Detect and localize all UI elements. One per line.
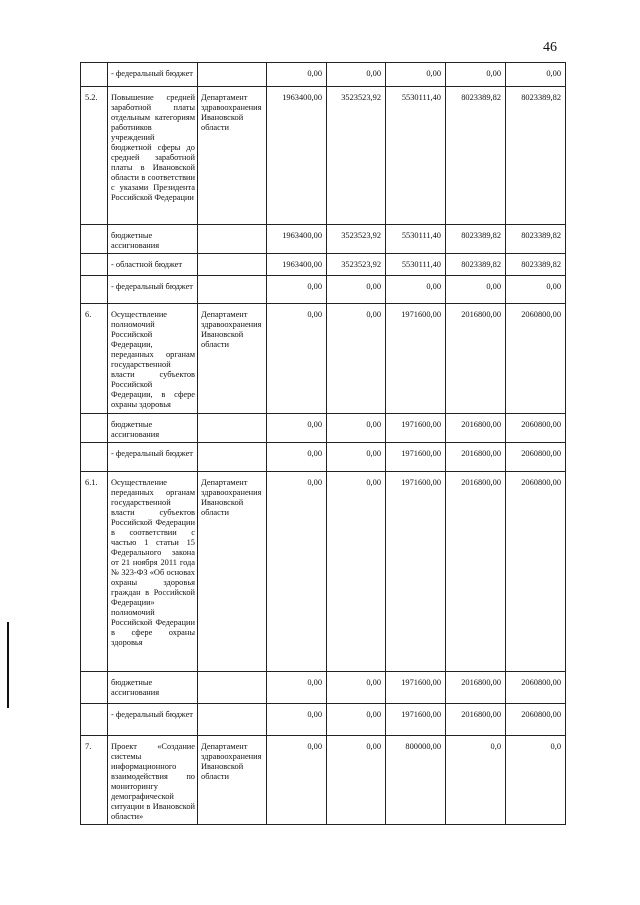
table-row <box>81 443 566 472</box>
value-cell: 2016800,00 <box>446 414 506 443</box>
value-cell: 1971600,00 <box>386 443 446 472</box>
row-name: - федеральный бюджет <box>108 704 198 736</box>
row-index <box>81 63 108 87</box>
value-cell: 2060800,00 <box>506 414 566 443</box>
value-cell: 0,00 <box>446 63 506 87</box>
row-name: Осуществление полномочий Российской Федерации, переданных органам государственной власти субъектов Российской Федерации, в сфере охраны здоровья <box>108 304 198 414</box>
value-cell: 3523523,92 <box>327 254 386 276</box>
row-index <box>81 276 108 304</box>
value-cell: 2016800,00 <box>446 443 506 472</box>
value-cell: 0,00 <box>327 304 386 414</box>
row-name: бюджетные ассигнования <box>108 672 198 704</box>
row-department <box>198 254 267 276</box>
value-cell: 2016800,00 <box>446 672 506 704</box>
value-cell: 1971600,00 <box>386 704 446 736</box>
value-cell: 2016800,00 <box>446 704 506 736</box>
row-department <box>198 63 267 87</box>
row-name: - федеральный бюджет <box>108 63 198 87</box>
value-cell: 1971600,00 <box>386 304 446 414</box>
value-cell: 0,00 <box>267 276 327 304</box>
table-row <box>81 472 566 672</box>
row-name: - областной бюджет <box>108 254 198 276</box>
value-cell: 0,00 <box>327 472 386 672</box>
value-cell: 8023389,82 <box>506 87 566 225</box>
row-index <box>81 672 108 704</box>
value-cell: 2060800,00 <box>506 443 566 472</box>
row-index: 7. <box>81 736 108 825</box>
value-cell: 5530111,40 <box>386 87 446 225</box>
value-cell: 1963400,00 <box>267 87 327 225</box>
value-cell: 1963400,00 <box>267 254 327 276</box>
value-cell: 0,00 <box>506 63 566 87</box>
table-row <box>81 304 566 414</box>
table-row <box>81 704 566 736</box>
row-index <box>81 443 108 472</box>
row-department <box>198 704 267 736</box>
row-index <box>81 254 108 276</box>
row-name: Повышение средней заработной платы отдельным категориям работников учреждений бюджетной сферы до средней заработной платы в Ивановской области в соответствии с указами Президента Российской Федерации <box>108 87 198 225</box>
row-name: Проект «Создание системы информационного взаимодействия по мониторингу демографической ситуации в Ивановской области» <box>108 736 198 825</box>
value-cell: 0,0 <box>506 736 566 825</box>
value-cell: 3523523,92 <box>327 87 386 225</box>
row-name: - федеральный бюджет <box>108 443 198 472</box>
value-cell: 2060800,00 <box>506 472 566 672</box>
budget-table <box>80 62 566 825</box>
value-cell: 0,0 <box>446 736 506 825</box>
table-row <box>81 87 566 225</box>
value-cell: 0,00 <box>446 276 506 304</box>
value-cell: 0,00 <box>267 672 327 704</box>
table-row <box>81 225 566 254</box>
table-row <box>81 254 566 276</box>
value-cell: 8023389,82 <box>446 225 506 254</box>
row-index: 6. <box>81 304 108 414</box>
table-row <box>81 276 566 304</box>
margin-binding-line <box>7 622 9 708</box>
row-department: Департамент здравоохранения Ивановской области <box>198 736 267 825</box>
value-cell: 0,00 <box>267 472 327 672</box>
value-cell: 0,00 <box>327 736 386 825</box>
value-cell: 1963400,00 <box>267 225 327 254</box>
value-cell: 8023389,82 <box>446 254 506 276</box>
value-cell: 0,00 <box>327 276 386 304</box>
row-index: 5.2. <box>81 87 108 225</box>
row-department: Департамент здравоохранения Ивановской области <box>198 472 267 672</box>
value-cell: 2016800,00 <box>446 472 506 672</box>
value-cell: 0,00 <box>327 704 386 736</box>
table-row <box>81 414 566 443</box>
value-cell: 0,00 <box>267 304 327 414</box>
row-department <box>198 414 267 443</box>
value-cell: 1971600,00 <box>386 472 446 672</box>
row-department <box>198 672 267 704</box>
value-cell: 0,00 <box>327 443 386 472</box>
row-department <box>198 443 267 472</box>
table-row <box>81 736 566 825</box>
row-department <box>198 225 267 254</box>
value-cell: 800000,00 <box>386 736 446 825</box>
value-cell: 2060800,00 <box>506 672 566 704</box>
value-cell: 8023389,82 <box>446 87 506 225</box>
value-cell: 1971600,00 <box>386 414 446 443</box>
value-cell: 5530111,40 <box>386 254 446 276</box>
row-department: Департамент здравоохранения Ивановской области <box>198 304 267 414</box>
row-name: Осуществление переданных органам государственной власти субъектов Российской Федерации в соответствии с частью 1 статьи 15 Федерального закона от 21 ноября 2011 года № 323-ФЗ «Об основах охраны здоровья граждан в Российской Федерации» полномочий Российской Федерации в сфере охраны здоровья <box>108 472 198 672</box>
page-number: 46 <box>543 40 557 55</box>
value-cell: 2060800,00 <box>506 704 566 736</box>
row-department: Департамент здравоохранения Ивановской области <box>198 87 267 225</box>
value-cell: 0,00 <box>267 414 327 443</box>
row-index: 6.1. <box>81 472 108 672</box>
value-cell: 0,00 <box>327 672 386 704</box>
value-cell: 5530111,40 <box>386 225 446 254</box>
value-cell: 3523523,92 <box>327 225 386 254</box>
value-cell: 2060800,00 <box>506 304 566 414</box>
value-cell: 8023389,82 <box>506 225 566 254</box>
row-department <box>198 276 267 304</box>
value-cell: 0,00 <box>267 443 327 472</box>
value-cell: 0,00 <box>327 414 386 443</box>
row-index <box>81 704 108 736</box>
value-cell: 8023389,82 <box>506 254 566 276</box>
value-cell: 0,00 <box>386 63 446 87</box>
row-name: - федеральный бюджет <box>108 276 198 304</box>
value-cell: 0,00 <box>267 704 327 736</box>
value-cell: 0,00 <box>267 63 327 87</box>
value-cell: 2016800,00 <box>446 304 506 414</box>
value-cell: 0,00 <box>506 276 566 304</box>
table-row <box>81 672 566 704</box>
row-name: бюджетные ассигнования <box>108 414 198 443</box>
row-name: бюджетные ассигнования <box>108 225 198 254</box>
value-cell: 0,00 <box>327 63 386 87</box>
value-cell: 0,00 <box>267 736 327 825</box>
row-index <box>81 225 108 254</box>
value-cell: 0,00 <box>386 276 446 304</box>
row-index <box>81 414 108 443</box>
value-cell: 1971600,00 <box>386 672 446 704</box>
table-row <box>81 63 566 87</box>
